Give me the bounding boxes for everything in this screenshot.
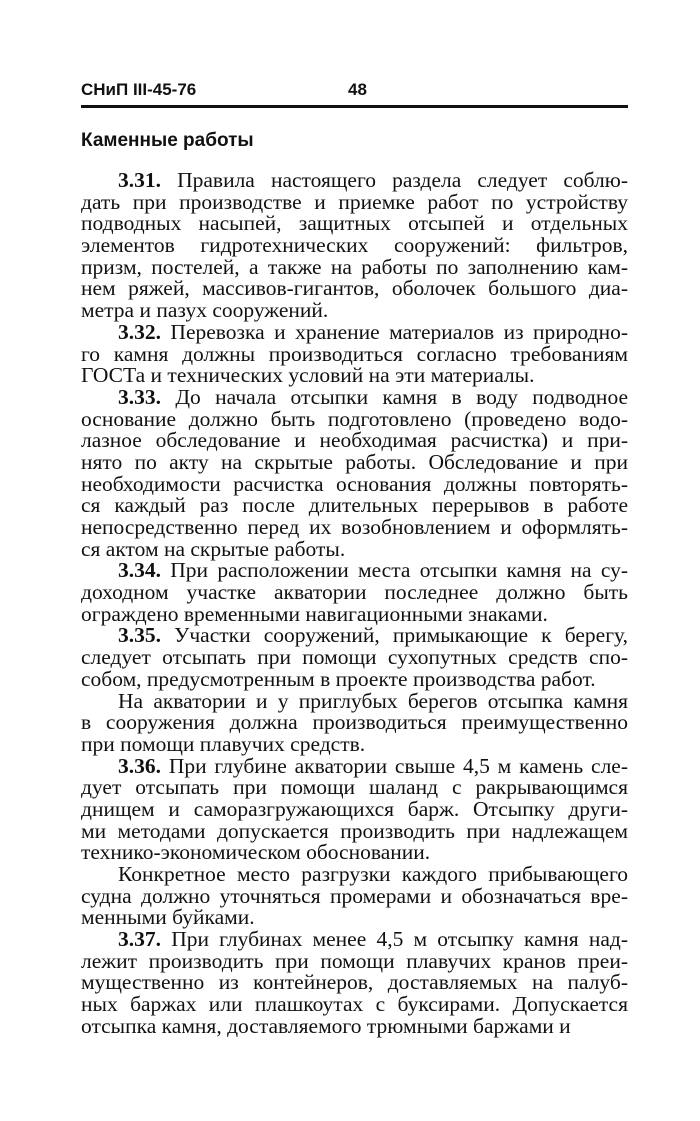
clause-number: 3.33.	[118, 384, 161, 409]
text-line	[81, 430, 628, 452]
line-text: необходимости расчистка основания должны повторять-	[81, 471, 628, 496]
page-header	[81, 80, 628, 104]
text-line	[81, 235, 628, 257]
line-text: При глубинах менее 4,5 м отсыпку камня над-	[161, 927, 628, 952]
section-title: Каменные работы	[81, 130, 254, 151]
line-text: при помощи плавучих средств.	[81, 731, 366, 756]
clause-number: 3.32.	[118, 319, 161, 344]
line-text: До начала отсыпки камня в воду подводное	[161, 384, 628, 409]
text-line	[81, 449, 628, 474]
text-line	[81, 254, 628, 279]
page-number: 48	[348, 80, 367, 99]
document-code: СНиП III-45-76	[81, 80, 197, 99]
line-text: собом, предусмотренным в проекте производства работ.	[81, 666, 596, 691]
text-line	[81, 319, 628, 344]
line-text: дать при производстве и приемке работ по устройству	[81, 189, 628, 214]
line-text: технико-экономическом обосновании.	[81, 840, 431, 865]
line-text: Участки сооружений, примыкающие к берегу,	[161, 623, 628, 648]
line-text: следует отсыпать при помощи сухопутных средств спо-	[81, 645, 628, 670]
text-line	[81, 536, 628, 561]
line-text: доходном участке акватории последнее должно быть	[81, 580, 628, 605]
line-text: ми методами допускается производить при надлежащем	[81, 818, 628, 843]
text-line	[81, 842, 628, 864]
line-text: призм, постелей, а также на работы по заполнению кам-	[81, 254, 628, 279]
line-text: нем ряжей, массивов-гигантов, оболочек большого диа-	[81, 276, 628, 301]
line-text: отсыпка камня, доставляемого трюмными баржами и	[81, 1013, 571, 1038]
text-line	[81, 406, 628, 431]
text-line	[81, 1013, 628, 1038]
line-text: ных баржах или плашкоутах с буксирами. Допускается	[81, 992, 628, 1017]
line-text: ся актом на скрытые работы.	[81, 536, 346, 561]
line-text: Перевозка и хранение материалов из природно-	[161, 319, 628, 344]
paragraph	[81, 625, 628, 690]
text-line	[81, 994, 628, 1016]
clause-number: 3.36.	[118, 753, 161, 778]
paragraph	[81, 753, 628, 865]
paragraph	[81, 384, 628, 561]
text-line	[81, 170, 628, 192]
text-line	[81, 796, 628, 821]
text-line	[81, 883, 628, 908]
text-line	[81, 907, 628, 929]
text-line	[81, 300, 628, 322]
line-text: днищем и саморазгружающихся барж. Отсыпку други-	[81, 796, 628, 821]
text-line	[81, 647, 628, 669]
text-line	[81, 189, 628, 214]
paragraph	[81, 864, 628, 929]
line-text: непосредственно перед их возобновлением и оформлять-	[81, 515, 628, 539]
line-text: элементов гидротехнических сооружений: фильтров,	[81, 233, 628, 258]
text-line	[81, 471, 628, 496]
header-rule	[81, 105, 628, 108]
line-text: мущественно из контейнеров, доставляемых на палуб-	[81, 970, 628, 995]
text-line	[81, 972, 628, 994]
line-text: Правила настоящего раздела следует соблю-	[161, 168, 628, 192]
line-text: ограждено временными навигационными знаками.	[81, 601, 548, 626]
body-text	[81, 170, 628, 1038]
paragraph	[81, 929, 628, 1037]
paragraph	[81, 560, 628, 625]
text-line	[81, 213, 628, 235]
line-text: лазное обследование и необходимая расчистка) и при-	[81, 428, 628, 453]
text-line	[81, 929, 628, 951]
clause-number: 3.35.	[118, 623, 161, 648]
text-line	[81, 753, 628, 778]
line-text: На акватории и у приглубых берегов отсыпка камня	[118, 688, 628, 713]
text-line	[81, 517, 628, 539]
line-text: менными буйками.	[81, 905, 255, 930]
paragraph	[81, 688, 628, 756]
clause-number: 3.34.	[118, 558, 161, 583]
text-line	[81, 278, 628, 300]
line-text: ГОСТа и технических условий на эти материалы.	[81, 363, 535, 388]
text-line	[81, 625, 628, 647]
text-line	[81, 560, 628, 582]
text-line	[81, 818, 628, 843]
line-text: метра и пазух сооружений.	[81, 298, 329, 323]
line-text: подводных насыпей, защитных отсыпей и отдельных	[81, 211, 628, 236]
text-line	[81, 495, 628, 517]
clause-number: 3.31.	[118, 168, 161, 192]
text-line	[81, 864, 628, 886]
text-line	[81, 666, 628, 691]
text-line	[81, 777, 628, 799]
text-line	[81, 688, 628, 713]
paragraph	[81, 319, 628, 388]
text-line	[81, 948, 628, 973]
line-text: го камня должны производиться согласно требованиям	[81, 341, 628, 366]
line-text: При расположении места отсыпки камня на су-	[161, 558, 628, 583]
line-text: При глубине акватории свыше 4,5 м камень сле-	[161, 753, 628, 778]
text-line	[81, 601, 628, 626]
text-line	[81, 712, 628, 734]
line-text: нято по акту на скрытые работы. Обследование и при	[81, 449, 628, 474]
text-line	[81, 731, 628, 756]
line-text: в сооружения должна производиться преимущественно	[81, 710, 628, 735]
line-text: дует отсыпать при помощи шаланд с ракрывающимся	[81, 775, 628, 800]
line-text: основание должно быть подготовлено (проведено водо-	[81, 406, 628, 431]
line-text: судна должно уточняться промерами и обозначаться вре-	[81, 883, 628, 908]
text-line	[81, 365, 628, 387]
text-line	[81, 582, 628, 604]
line-text: ся каждый раз после длительных перерывов в работе	[81, 493, 628, 518]
clause-number: 3.37.	[118, 927, 161, 952]
text-line	[81, 384, 628, 409]
paragraph	[81, 170, 628, 322]
line-text: лежит производить при помощи плавучих кранов преи-	[81, 948, 628, 973]
text-line	[81, 341, 628, 366]
line-text: Конкретное место разгрузки каждого прибывающего	[118, 862, 628, 886]
